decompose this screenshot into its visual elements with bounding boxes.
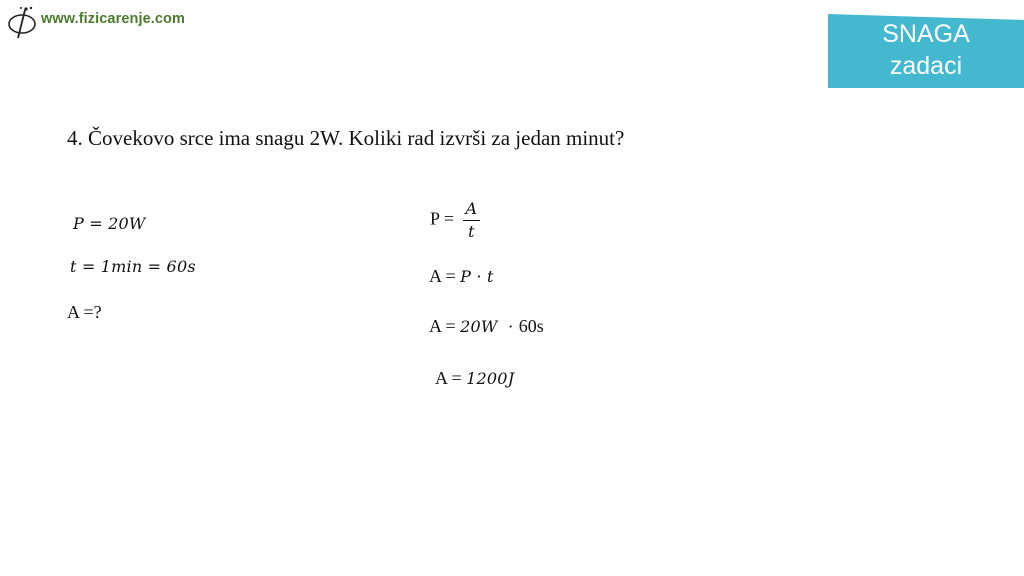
step4-rhs: 1200𝐽 [466, 369, 515, 388]
step2-rhs: 𝑃 · 𝑡 [460, 267, 494, 286]
given-unknown: A =? [67, 302, 102, 322]
topic-badge-text [828, 18, 1024, 82]
step-work-formula [429, 266, 494, 287]
step3-mid: 20𝑊 · [460, 317, 519, 336]
given-time: 𝑡 = 1𝑚𝑖𝑛 = 60𝑠 [70, 257, 196, 276]
badge-title: SNAGA [882, 20, 970, 48]
formula-power [430, 199, 480, 242]
step2-lhs: A = [429, 266, 456, 286]
step3-lhs: A = [429, 316, 456, 336]
badge-subtitle: zadaci [889, 52, 963, 80]
logo-text: www.fizicarenje.com [41, 11, 185, 27]
given-power: 𝑃 = 20𝑊 [73, 214, 146, 233]
phi-atom-logo-icon [6, 4, 40, 40]
formula-numerator: A [463, 199, 481, 221]
formula-denominator: t [468, 222, 475, 241]
step-substitution [429, 316, 544, 337]
formula-fraction [463, 199, 481, 242]
problem-question: 4. Čovekovo srce ima snagu 2W. Koliki rad izvrši za jedan minut? [67, 126, 625, 150]
step3-rhs: 60s [518, 316, 544, 336]
step4-lhs: A = [435, 368, 462, 388]
formula-lhs: P = [430, 208, 454, 229]
site-logo[interactable] [6, 4, 185, 40]
step-result [435, 368, 514, 389]
